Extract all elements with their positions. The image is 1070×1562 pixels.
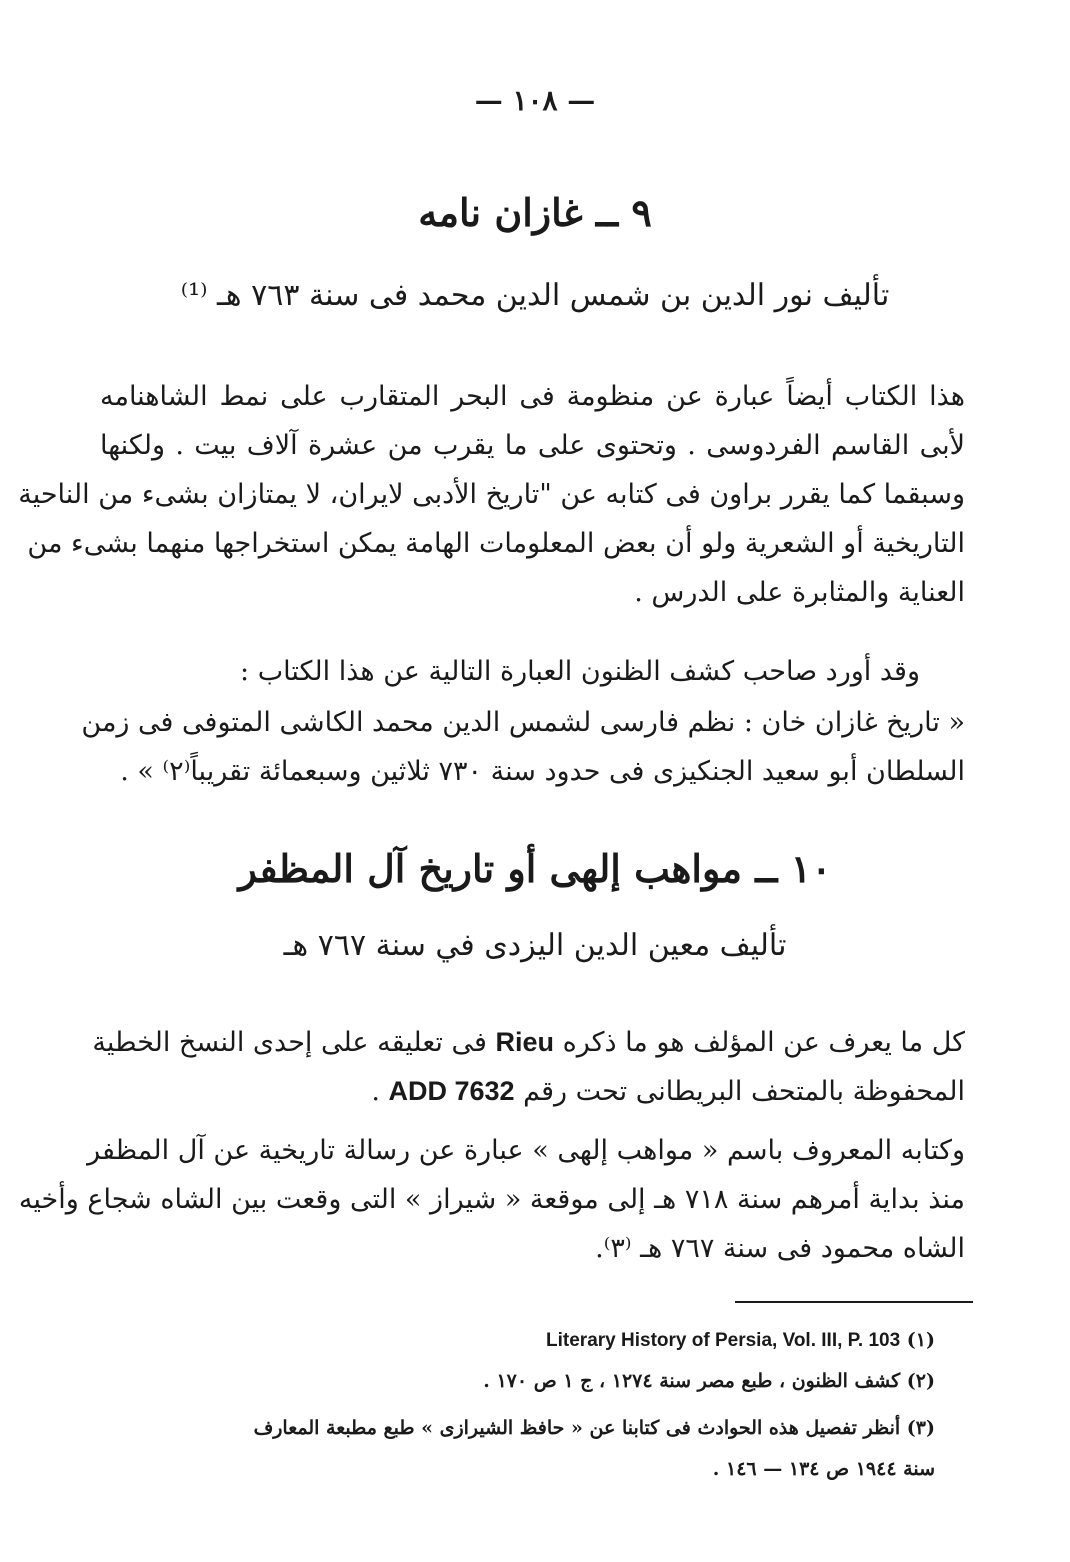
text-line <box>92 1018 965 1067</box>
page-number: — ١٠٨ — <box>474 84 596 117</box>
footnote-separator <box>735 1301 973 1303</box>
manuscript-number: ADD 7632 <box>388 1076 515 1106</box>
text-line: العناية والمثابرة على الدرس . <box>634 577 965 608</box>
section-10-paragraph-1 <box>92 1018 965 1116</box>
text-line: منذ بداية أمرهم سنة ٧١٨ هـ إلى موقعة « شيراز » التى وقعت بين الشاه شجاع وأخيه <box>18 1184 965 1215</box>
text-fragment: كل ما يعرف عن المؤلف هو ما ذكره <box>562 1027 965 1058</box>
footnotes <box>110 1320 935 1490</box>
latin-name: Rieu <box>495 1027 554 1057</box>
text-line: التاريخية أو الشعرية ولو أن بعض المعلومات الهامة يمكن استخراجها منهما بشىء من <box>27 528 965 559</box>
text-line: لأبى القاسم الفردوسى . وتحتوى على ما يقرب من عشرة آلاف بيت . ولكنها <box>100 430 965 461</box>
section-9-quote <box>81 698 965 796</box>
section-10-paragraph-2 <box>18 1126 965 1273</box>
text-fragment: . <box>371 1076 380 1107</box>
footnote-2: (٢) كشف الظنون ، طبع مصر سنة ١٢٧٤ ، ج ١ ص ١٧٠ . <box>483 1370 935 1392</box>
text-fragment: فى تعليقه على إحدى النسخ الخطية <box>92 1027 487 1058</box>
footnote-3-line-2: سنة ١٩٤٤ ص ١٣٤ — ١٤٦ . <box>712 1458 935 1480</box>
text-line: وقد أورد صاحب كشف الظنون العبارة التالية عن هذا الكتاب : <box>240 656 920 687</box>
footnote-text: Literary History of Persia, Vol. III, P. 103 <box>546 1330 901 1351</box>
text-line <box>100 1067 965 1116</box>
section-9-paragraph-2 <box>100 647 920 696</box>
text-line: « تاريخ غازان خان : نظم فارسى لشمس الدين محمد الكاشى المتوفى فى زمن <box>81 707 965 738</box>
text-line: السلطان أبو سعيد الجنكيزى فى حدود سنة ٧٣٠ ثلاثين وسبعمائة تقريباً⁽٢⁾ » . <box>120 756 965 787</box>
text-line: هذا الكتاب أيضاً عبارة عن منظومة فى البحر المتقارب على نمط الشاهنامه <box>100 381 965 412</box>
footnote-3-line-1: (٣) أنظر تفصيل هذه الحوادث فى كتابنا عن « حافظ الشيرازى » طبع مطبعة المعارف <box>253 1417 935 1439</box>
footnote-1 <box>110 1320 935 1361</box>
section-9-paragraph-1 <box>18 372 965 617</box>
text-line: وسبقما كما يقرر براون فى كتابه عن "تاريخ الأدبى لايران، لا يمتازان بشىء من الناحية <box>18 479 965 510</box>
section-10-heading: ١٠ ــ مواهب إلهى أو تاريخ آل المظفر <box>238 846 832 891</box>
text-line: وكتابه المعروف باسم « مواهب إلهى » عبارة عن رسالة تاريخية عن آل المظفر <box>87 1135 965 1166</box>
section-9-heading: ٩ ــ غازان نامه <box>418 190 652 235</box>
section-10-author-line: تأليف معين الدين اليزدى في سنة ٧٦٧ هـ <box>283 928 787 963</box>
section-9-author-line: تأليف نور الدين بن شمس الدين محمد فى سنة ٧٦٣ هـ ⁽¹⁾ <box>180 278 890 313</box>
footnote-number: (١) <box>906 1329 935 1351</box>
text-fragment: المحفوظة بالمتحف البريطانى تحت رقم <box>523 1076 965 1107</box>
text-line: الشاه محمود فى سنة ٧٦٧ هـ ⁽٣⁾. <box>595 1233 965 1264</box>
